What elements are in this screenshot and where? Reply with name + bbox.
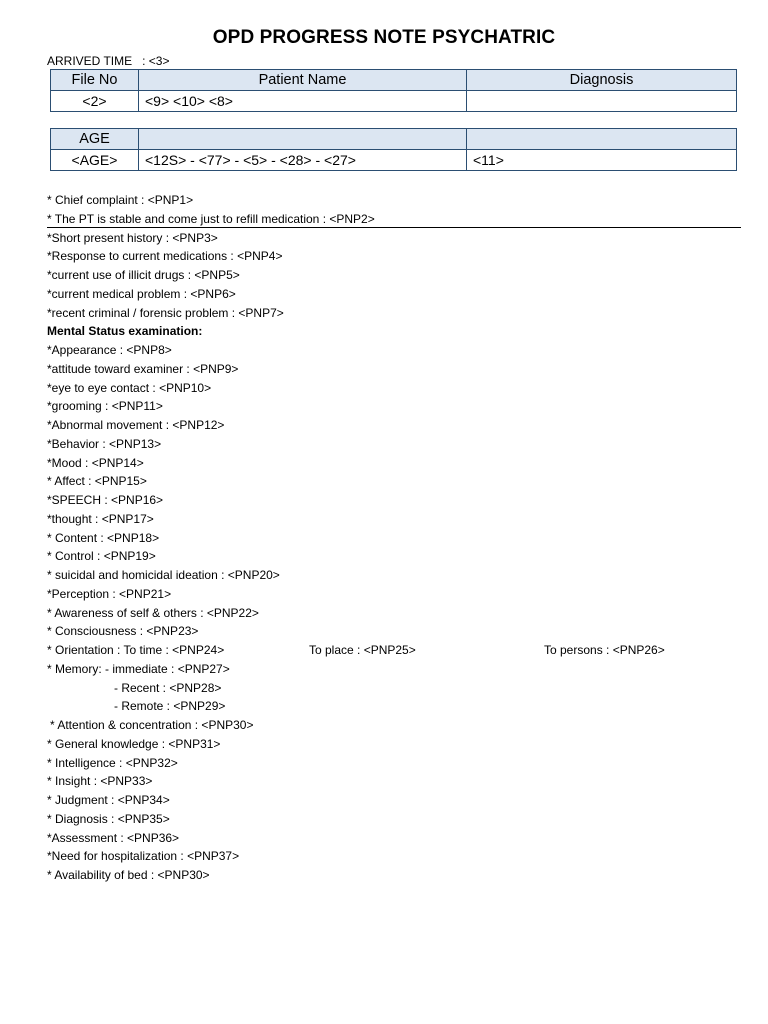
cell-diagnosis xyxy=(467,91,737,112)
general-knowledge: * General knowledge : <PNP31> xyxy=(47,736,221,751)
content: * Content : <PNP18> xyxy=(47,530,160,545)
awareness: * Awareness of self & others : <PNP22> xyxy=(47,605,259,620)
judgment: * Judgment : <PNP34> xyxy=(47,793,170,807)
arrived-time-label: ARRIVED TIME xyxy=(47,54,133,68)
short-history: *Short present history : <PNP3> xyxy=(47,230,218,245)
chief-complaint: * Chief complaint : <PNP1> xyxy=(47,193,194,207)
grooming: *grooming : <PNP11> xyxy=(47,399,163,414)
orientation xyxy=(47,641,747,660)
page-title: OPD PROGRESS NOTE PSYCHATRIC xyxy=(212,27,556,48)
header-blank-1 xyxy=(139,129,467,150)
assessment: *Assessment : <PNP36> xyxy=(47,830,180,845)
age-table-row xyxy=(51,150,737,171)
mse-heading: Mental Status examination: xyxy=(47,324,203,339)
header-age: AGE xyxy=(51,129,139,150)
illicit-drugs: *current use of illicit drugs : <PNP5> xyxy=(47,268,240,282)
patient-table xyxy=(50,69,737,112)
age-table-header xyxy=(51,129,737,150)
response-medications: *Response to current medications : <PNP4> xyxy=(47,249,283,264)
perception: *Perception : <PNP21> xyxy=(47,586,172,601)
attention-concentration: * Attention & concentration : <PNP30> xyxy=(50,718,254,732)
header-file-no: File No xyxy=(51,70,139,91)
age-table xyxy=(50,128,737,171)
patient-table-header xyxy=(51,70,737,91)
header-diagnosis: Diagnosis xyxy=(467,70,737,91)
patient-table-row xyxy=(51,91,737,112)
stable-refill: * The PT is stable and come just to refill medication : <PNP2> xyxy=(47,211,375,226)
mood: *Mood : <PNP14> xyxy=(47,455,144,470)
orientation-persons: To persons : <PNP26> xyxy=(544,643,665,657)
header-blank-2 xyxy=(467,129,737,150)
cell-patient-name: <9> <10> <8> xyxy=(139,91,467,112)
attitude: *attitude toward examiner : <PNP9> xyxy=(47,361,239,376)
abnormal-movement: *Abnormal movement : <PNP12> xyxy=(47,418,225,432)
appearance: *Appearance : <PNP8> xyxy=(47,343,172,357)
arrived-time-value: : <3> xyxy=(142,54,170,68)
cell-code: <11> xyxy=(467,150,737,171)
cell-file-no: <2> xyxy=(51,91,139,112)
diagnosis: * Diagnosis : <PNP35> xyxy=(47,811,170,826)
insight: * Insight : <PNP33> xyxy=(47,774,153,789)
speech: *SPEECH : <PNP16> xyxy=(47,493,164,507)
bed-availability: * Availability of bed : <PNP30> xyxy=(47,868,210,882)
consciousness: * Consciousness : <PNP23> xyxy=(47,624,199,639)
memory-immediate: * Memory: - immediate : <PNP27> xyxy=(47,661,230,676)
arrived-time xyxy=(47,54,169,68)
eye-contact: *eye to eye contact : <PNP10> xyxy=(47,380,212,395)
memory-remote: - Remote : <PNP29> xyxy=(114,699,226,714)
orientation-place: To place : <PNP25> xyxy=(309,643,416,657)
intelligence: * Intelligence : <PNP32> xyxy=(47,755,178,770)
medical-problem: *current medical problem : <PNP6> xyxy=(47,286,236,301)
hospitalization: *Need for hospitalization : <PNP37> xyxy=(47,849,240,864)
control: * Control : <PNP19> xyxy=(47,549,156,564)
cell-dates: <12S> - <77> - <5> - <28> - <27> xyxy=(139,150,467,171)
cell-age: <AGE> xyxy=(51,150,139,171)
behavior: *Behavior : <PNP13> xyxy=(47,436,162,451)
memory-recent: - Recent : <PNP28> xyxy=(114,680,222,695)
suicidal-ideation: * suicidal and homicidal ideation : <PNP20> xyxy=(47,568,280,582)
affect: * Affect : <PNP15> xyxy=(47,474,147,489)
orientation-time: * Orientation : To time : <PNP24> xyxy=(47,643,225,657)
thought: *thought : <PNP17> xyxy=(47,511,154,526)
criminal-problem: *recent criminal / forensic problem : <PNP7> xyxy=(47,305,284,320)
note-fields xyxy=(47,191,747,885)
header-patient-name: Patient Name xyxy=(139,70,467,91)
